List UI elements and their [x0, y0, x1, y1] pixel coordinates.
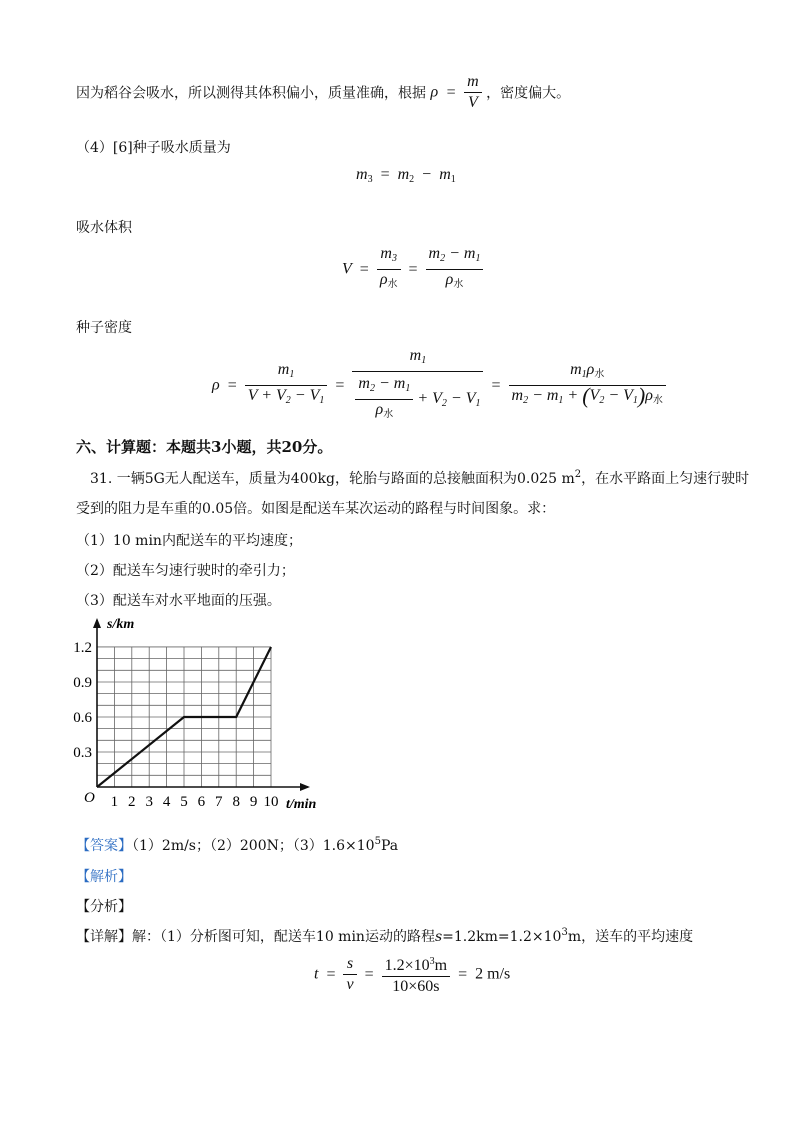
y-tick-label: 0.3 [73, 744, 92, 761]
answer-tag: 【答案】 [76, 838, 132, 854]
q31-sub3: （3）配送车对水平地面的压强。 [76, 593, 281, 609]
y-axis-arrow [93, 618, 101, 628]
x-tick-label: 9 [249, 794, 258, 810]
rho-symbol: ρ [430, 83, 439, 101]
paragraph-density-reason: 因为稻谷会吸水，所以测得其体积偏小，质量准确，根据 ρ = $\frac{m}{V}$ ，密度偏大。 [76, 73, 571, 111]
x-tick-label: 1 [110, 794, 119, 810]
st-graph [73, 612, 340, 812]
part4-label: （4）[6]种子吸水质量为 [76, 140, 231, 156]
equation-volume: V = $\frac{m_3}{\rho_水}$ = $\frac{m_2 - m_1}{\rho_水}$ [342, 244, 483, 295]
x-tick-label: 6 [197, 794, 206, 810]
x-tick-label: 10 [263, 794, 279, 810]
x-axis-label: t/min [286, 797, 317, 812]
density-label: 种子密度 [76, 320, 132, 336]
analysis-tag: 【解析】 [76, 869, 132, 885]
x-tick-label: 2 [128, 794, 136, 810]
answer-line: 【答案】（1）2m/s；（2）200N；$(3)1.6\times 10^5Pa$ [76, 836, 399, 854]
fenxi-tag: 【分析】 [76, 899, 132, 915]
origin-label: O [84, 790, 95, 806]
formula-m-over-v: $\frac{m}{V}$ [464, 72, 482, 113]
section-title: 六、计算题：本题共3小题，共20分。 [76, 438, 333, 456]
y-axis-label: s/km [107, 617, 135, 632]
x-tick-label: 3 [145, 794, 153, 810]
answer-text: （1）2m/s；（2）200N；（3）1.6×10 [132, 838, 375, 854]
x-axis-arrow [300, 783, 310, 791]
reason-text-after: ，密度偏大。 [486, 85, 571, 102]
q31-line1: 31. 一辆5G无人配送车，质量为400kg，轮胎与路面的总接触面积为0.025 $m^2$，在水平路面上匀速行驶时 [90, 469, 750, 487]
y-tick-label: 0.6 [73, 709, 92, 726]
detail-line: 【详解】解：（1）分析图可知，配送车10 min运动的路程$s=1.2km=1.2\times 10^3m$，送车的平均速度 [76, 927, 694, 945]
equation-density: ρ = $\frac{m_1}{V + V_2 - V_1}$ = $m_1$ $\frac{m_2 - m_1}{\rho_水}$ + $V_2 - V_1$ = $\frac{m_1\rho_水}{m_2 - m_1 + (V_2 - V_1)\rho_水}$ [212, 346, 666, 425]
x-tick-label: 8 [232, 794, 240, 810]
equation-speed: t = $\frac{s}{v}$ = $\frac{1.2\times 10^3m}{10\times 60s}$ = 2 m/s [314, 952, 510, 997]
y-tick-label: 1.2 [73, 639, 92, 656]
y-tick-label: 0.9 [73, 674, 92, 691]
volume-label: 吸水体积 [76, 220, 132, 236]
x-tick-label: 4 [162, 794, 171, 810]
x-tick-label: 5 [180, 794, 188, 810]
x-tick-label: 7 [215, 794, 223, 810]
q31-line2: 受到的阻力是车重的0.05倍。如图是配送车某次运动的路程与时间图象。求： [76, 501, 556, 517]
detail-tag: 【详解】 [76, 929, 132, 945]
reason-text-before: 因为稻谷会吸水，所以测得其体积偏小，质量准确，根据 [76, 85, 426, 102]
q31-sub1: （1）10 min内配送车的平均速度； [76, 533, 302, 549]
equation-m3: $m_3 = m_2 - m_1$ [356, 166, 456, 185]
q31-sub2: （2）配送车匀速行驶时的牵引力； [76, 563, 295, 579]
